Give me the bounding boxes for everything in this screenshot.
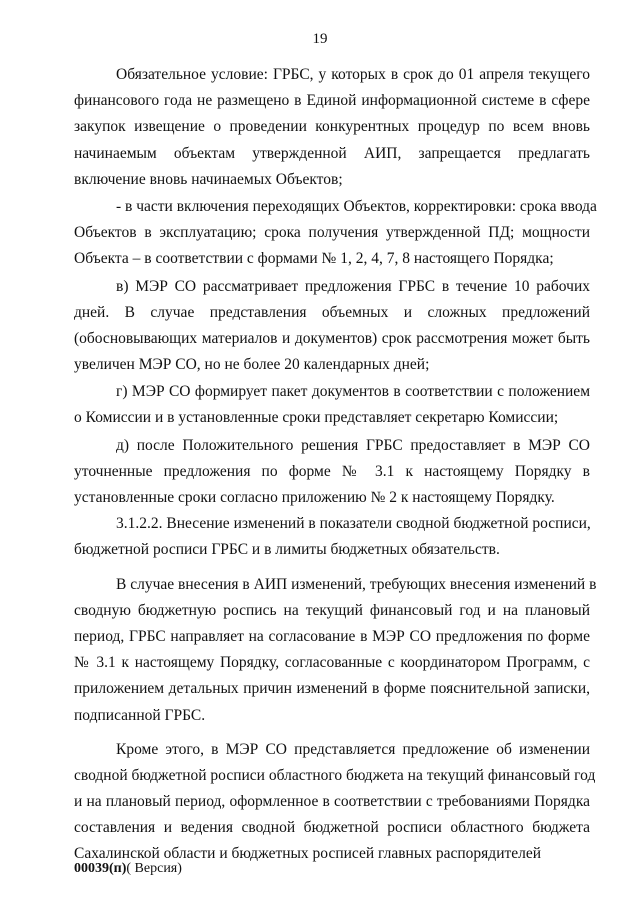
document-body: [74, 62, 597, 868]
paragraph-line: и на плановый период, оформленное в соответствии с требованиями Порядка: [74, 793, 590, 811]
page-number: 19: [312, 31, 328, 47]
paragraph-line: № 3.1 к настоящему Порядку, согласованные с координатором Программ, с: [74, 654, 590, 672]
paragraph-line: Обязательное условие: ГРБС, у которых в срок до 01 апреля текущего: [116, 66, 590, 83]
paragraph-line: финансового года не размещено в Единой информационной системе в сфере: [74, 92, 590, 110]
paragraph-line: уточненные предложения по форме № 3.1 к настоящему Порядку в: [74, 462, 590, 480]
paragraph-line: приложением детальных причин изменений в форме пояснительной записки,: [74, 680, 590, 698]
paragraph: [74, 62, 590, 193]
paragraph: [74, 511, 590, 563]
paragraph: [74, 194, 597, 273]
paragraph-line: Сахалинской области и бюджетных росписей главных распорядителей: [74, 845, 542, 863]
paragraph-line: Объектов в эксплуатацию; срока получения утвержденной ПД; мощности: [74, 224, 590, 242]
paragraph-line: сводной бюджетной росписи областного бюджета на текущий финансовый год: [74, 766, 596, 784]
paragraph-line: в) МЭР СО рассматривает предложения ГРБС в течение 10 рабочих: [116, 277, 590, 295]
paragraph-line: закупок извещение о проведении конкурентных процедур по всем вновь: [74, 118, 590, 136]
paragraph: [74, 379, 590, 431]
paragraph-line: - в части включения переходящих Объектов, корректировки: срока ввода: [116, 197, 597, 215]
footer-version: ( Версия): [126, 861, 182, 876]
paragraph-line: г) МЭР СО формирует пакет документов в соответствии с положением: [116, 383, 590, 401]
paragraph: [74, 433, 590, 512]
paragraph-line: сводную бюджетную роспись на текущий финансовый год и на плановый: [74, 601, 590, 619]
paragraph-line: дней. В случае представления объемных и сложных предложений: [74, 303, 590, 321]
paragraph-line: о Комиссии и в установленные сроки представляет секретарю Комиссии;: [74, 409, 559, 427]
paragraph-line: д) после Положительного решения ГРБС предоставляет в МЭР СО: [116, 436, 590, 454]
footer-code: 00039(п): [74, 861, 127, 876]
paragraph-line: 3.1.2.2. Внесение изменений в показатели сводной бюджетной росписи,: [116, 515, 591, 533]
paragraph: [74, 274, 590, 379]
paragraph-line: В случае внесения в АИП изменений, требующих внесения изменений в: [116, 575, 597, 593]
document-footer: [74, 861, 182, 877]
paragraph-line: бюджетной росписи ГРБС и в лимиты бюджетных обязательств.: [74, 541, 500, 559]
paragraph-line: составления и ведения сводной бюджетной росписи областного бюджета: [74, 819, 590, 837]
paragraph-line: начинаемым объектам утвержденной АИП, запрещается предлагать: [74, 144, 590, 162]
paragraph-line: установленные сроки согласно приложению № 2 к настоящему Порядку.: [74, 489, 555, 506]
paragraph-line: период, ГРБС направляет на согласование в МЭР СО предложения по форме: [74, 627, 590, 645]
paragraph-line: (обосновывающих материалов и документов) срок рассмотрения может быть: [74, 329, 590, 347]
paragraph-line: Кроме этого, в МЭР СО представляется предложение об изменении: [116, 740, 590, 758]
paragraph: [74, 737, 596, 868]
paragraph-line: включение вновь начинаемых Объектов;: [74, 170, 343, 188]
paragraph: [74, 572, 597, 729]
paragraph-line: увеличен МЭР СО, но не более 20 календарных дней;: [74, 356, 430, 374]
paragraph-line: Объекта – в соответствии с формами № 1, 2, 4, 7, 8 настоящего Порядка;: [74, 250, 554, 268]
paragraph-line: подписанной ГРБС.: [74, 706, 206, 724]
